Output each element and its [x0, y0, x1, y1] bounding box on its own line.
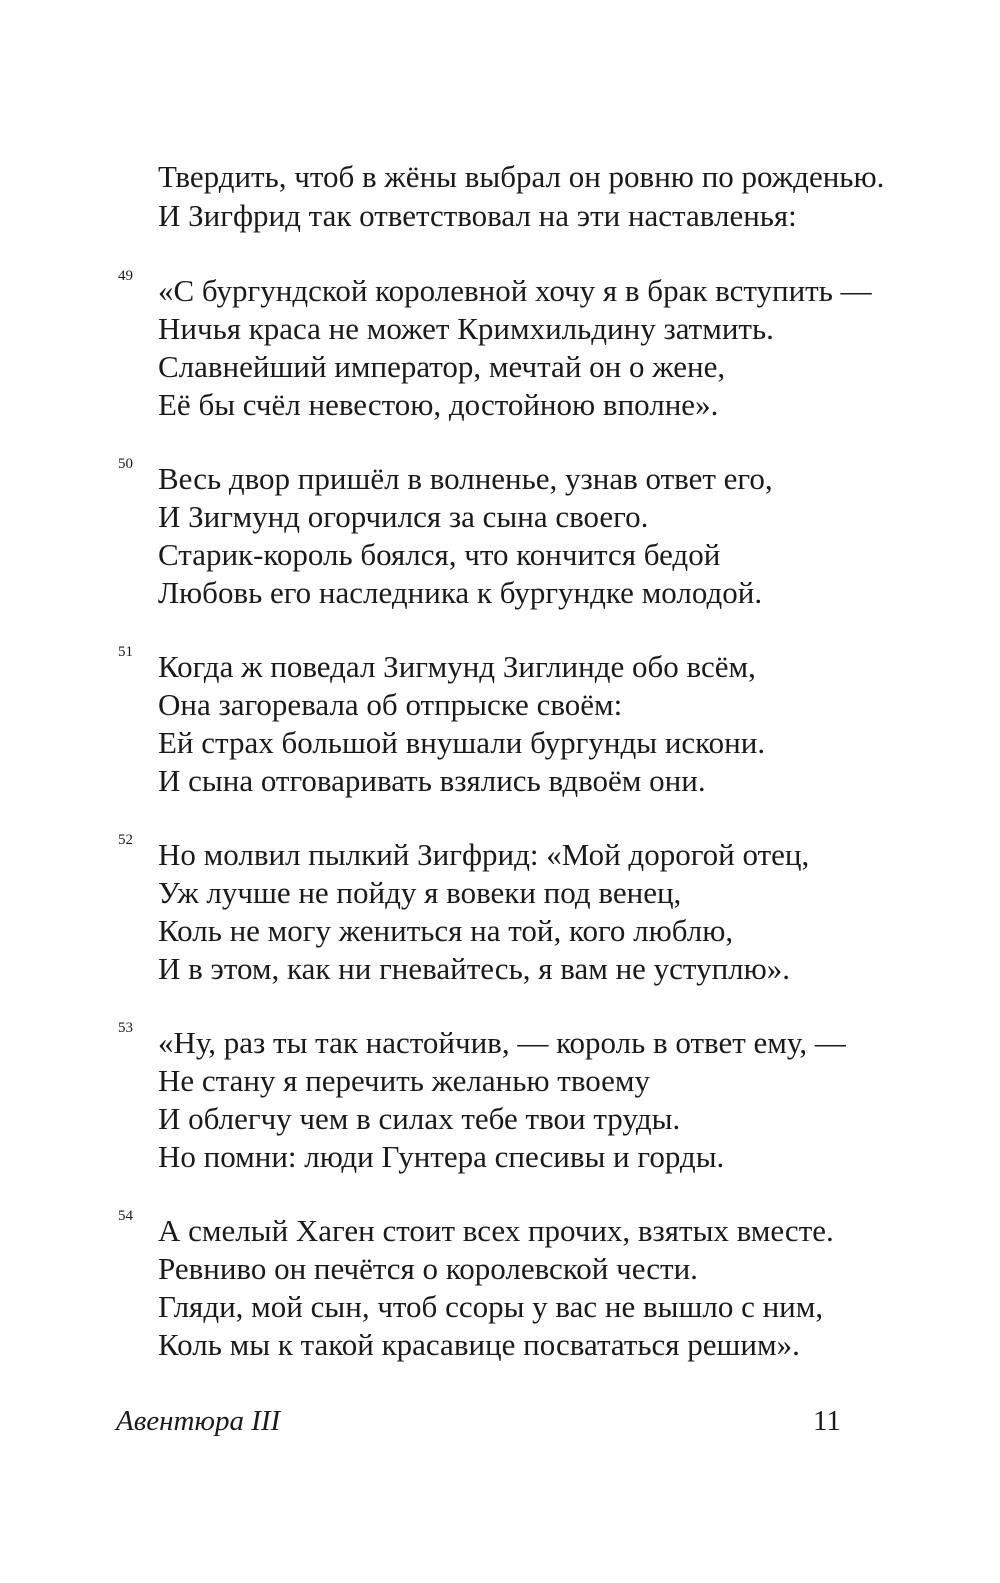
stanza-number: 50 — [118, 456, 133, 472]
verse-line: «Ну, раз ты так настойчив, — король в ответ ему, — — [158, 1025, 846, 1060]
verse-line: Любовь его наследника к бургундке молодой. — [158, 575, 763, 610]
verse-line: Коль не могу жениться на той, кого люблю, — [158, 913, 734, 948]
verse-line: Твердить, чтоб в жёны выбрал он ровню по рожденью. — [158, 159, 885, 194]
running-footer-title: Авентюра III — [116, 1405, 281, 1437]
page-number: 11 — [813, 1405, 841, 1437]
stanza-number: 51 — [118, 644, 133, 660]
verse-line: Коль мы к такой красавице посвататься решим». — [158, 1327, 800, 1362]
verse-line: Старик-король боялся, что кончится бедой — [158, 537, 721, 572]
verse-line: И сына отговаривать взялись вдвоём они. — [158, 763, 706, 798]
verse-line: Гляди, мой сын, чтоб ссоры у вас не вышло с ним, — [158, 1289, 824, 1324]
verse-line: Не стану я перечить желанью твоему — [158, 1063, 651, 1098]
stanza-number: 54 — [118, 1208, 133, 1224]
verse-line: И облегчу чем в силах тебе твои труды. — [158, 1101, 681, 1136]
stanza-number: 53 — [118, 1020, 133, 1036]
verse-line: И в этом, как ни гневайтесь, я вам не уступлю». — [158, 951, 791, 986]
verse-line: Но молвил пылкий Зигфрид: «Мой дорогой отец, — [158, 837, 810, 872]
verse-line: Весь двор пришёл в волненье, узнав ответ его, — [158, 461, 773, 496]
verse-line: Ревниво он печётся о королевской чести. — [158, 1251, 698, 1286]
verse-line: И Зигмунд огорчился за сына своего. — [158, 499, 649, 534]
verse-line: Уж лучше не пойду я вовеки под венец, — [158, 875, 682, 910]
verse-line: Когда ж поведал Зигмунд Зиглинде обо всём, — [158, 649, 756, 684]
verse-line: Ничья краса не может Кримхильдину затмить. — [158, 311, 774, 346]
verse-line: А смелый Хаген стоит всех прочих, взятых вместе. — [158, 1213, 834, 1248]
verse-line: Ей страх большой внушали бургунды искони. — [158, 725, 766, 760]
verse-line: Славнейший император, мечтай он о жене, — [158, 349, 726, 384]
verse-line: «С бургундской королевной хочу я в брак вступить — — [158, 273, 872, 308]
verse-line: И Зигфрид так ответствовал на эти наставленья: — [158, 198, 797, 233]
verse-line: Она загоревала об отпрыске своём: — [158, 687, 623, 722]
stanza-number: 49 — [118, 268, 133, 284]
verse-line: Её бы счёл невестою, достойною вполне». — [158, 387, 719, 422]
stanza-number: 52 — [118, 832, 133, 848]
verse-line: Но помни: люди Гунтера спесивы и горды. — [158, 1139, 725, 1174]
